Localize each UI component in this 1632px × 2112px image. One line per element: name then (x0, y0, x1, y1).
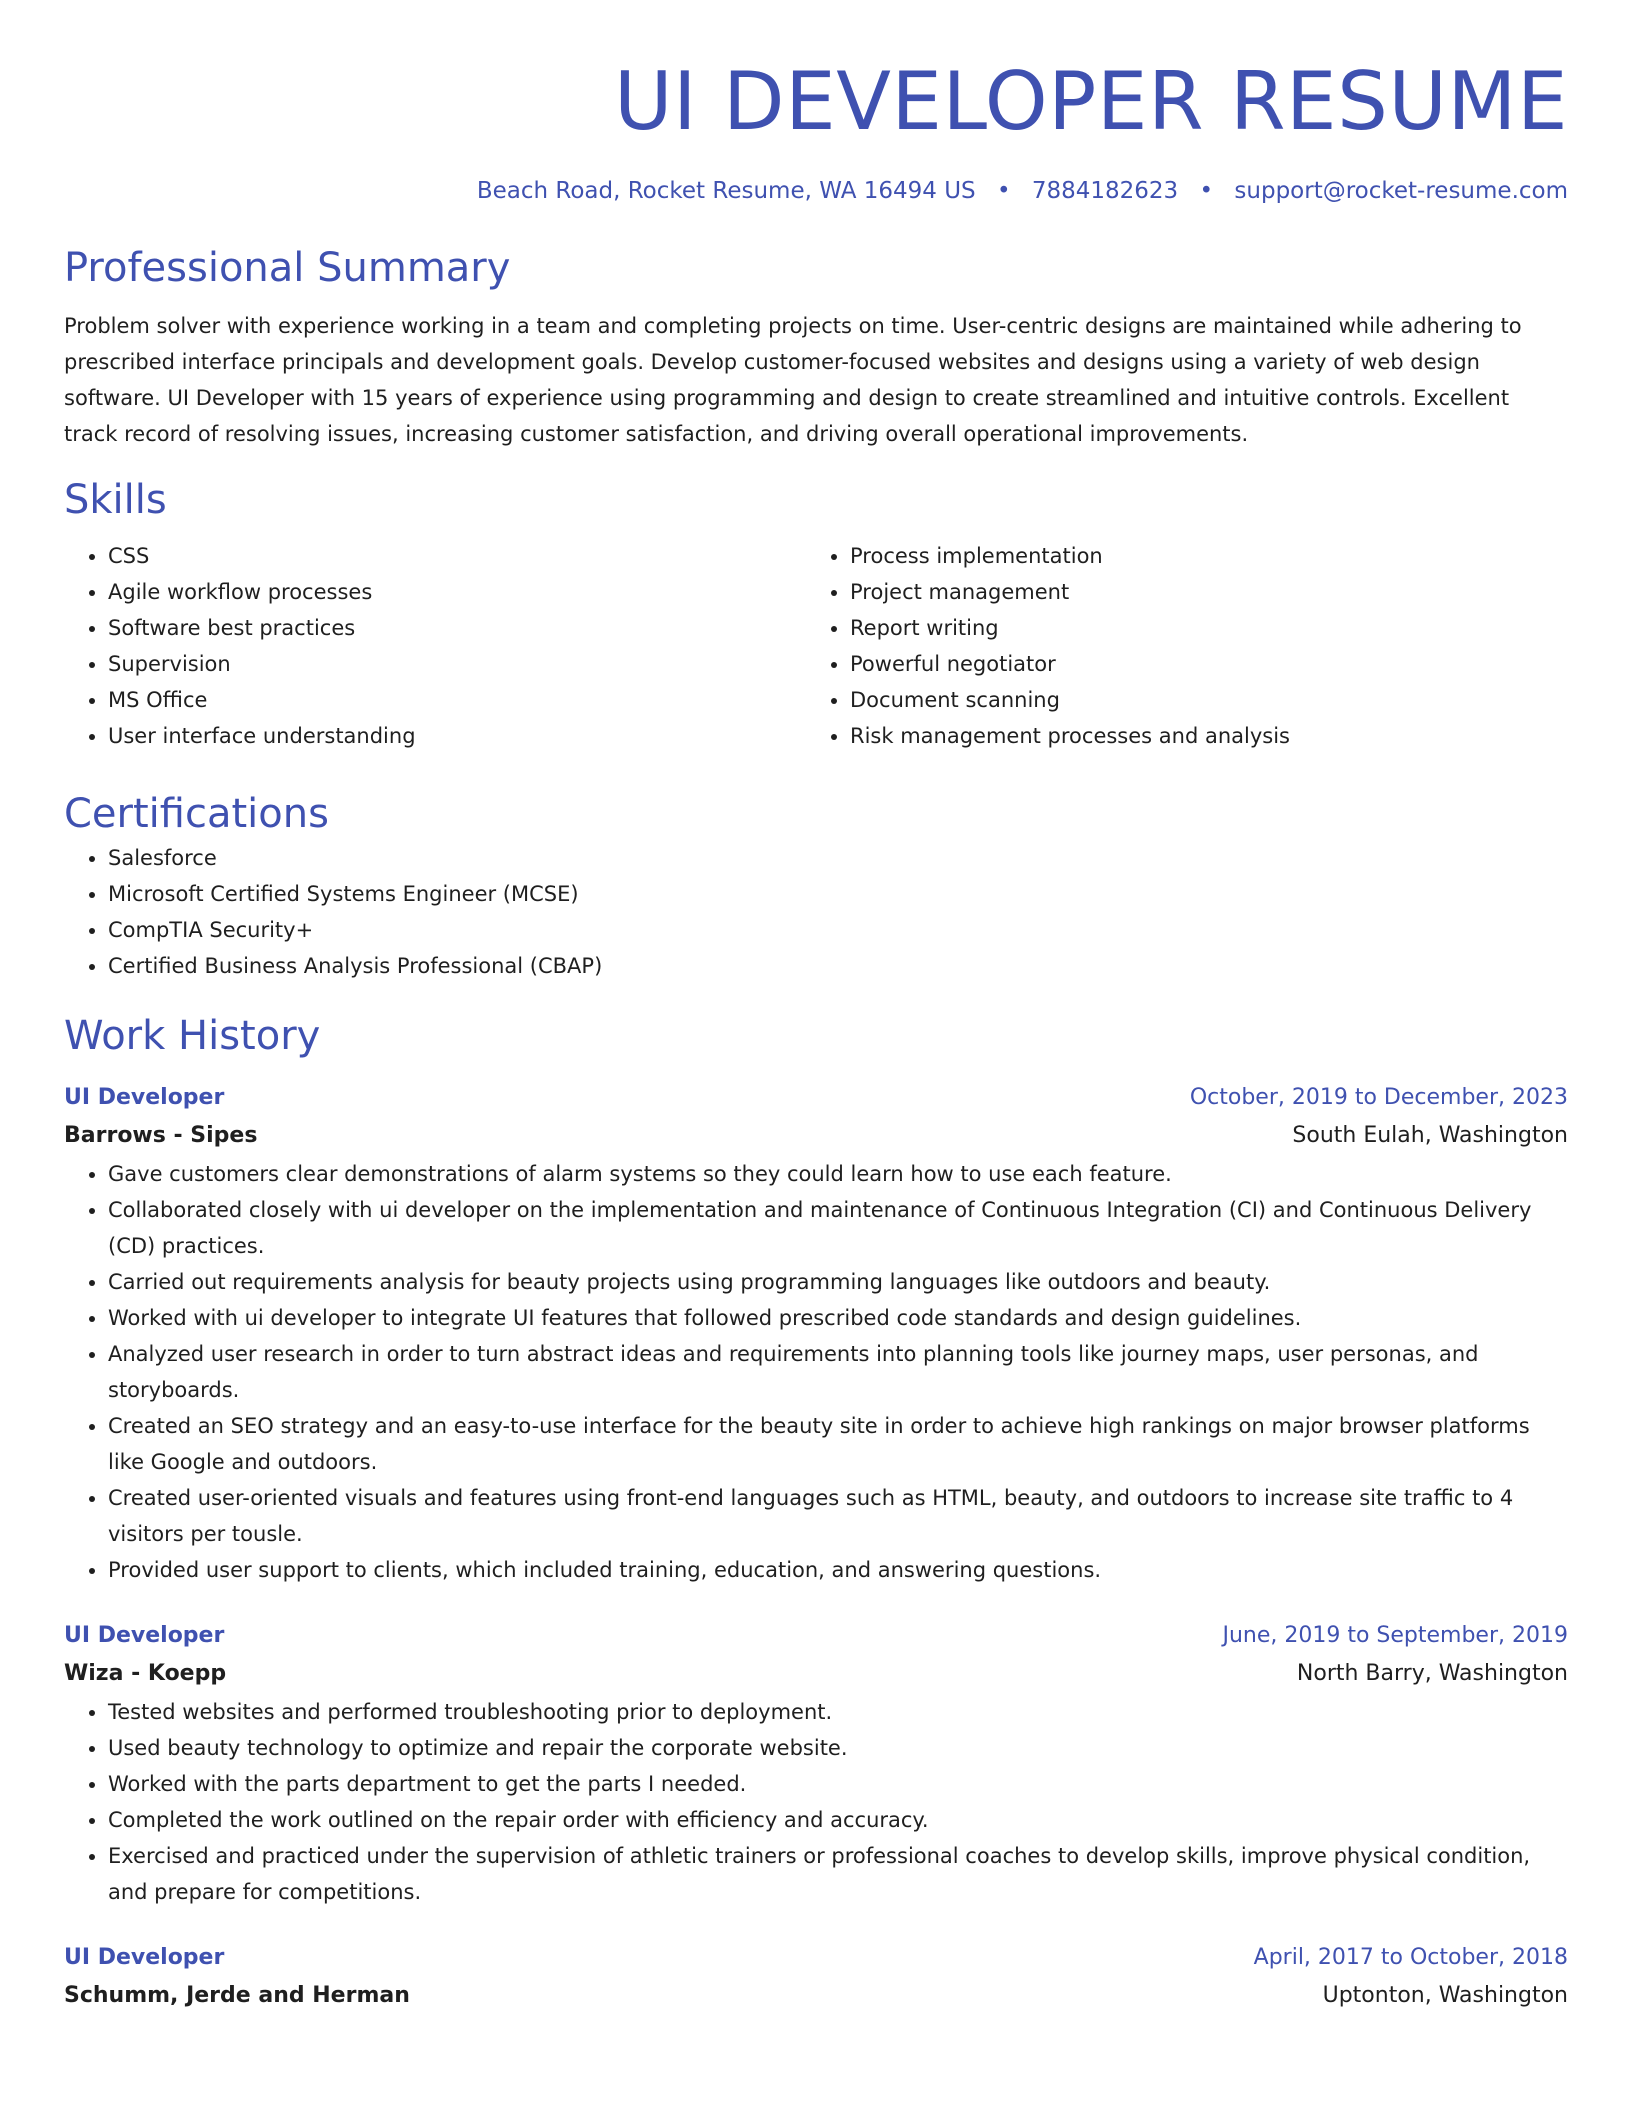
skill-item: • Supervision (108, 646, 806, 682)
certification-item: • Salesforce (108, 840, 1568, 876)
contact-email[interactable]: support@rocket-resume.com (1234, 178, 1568, 204)
job-dates: April, 2017 to October, 2018 (1253, 1945, 1568, 1970)
skill-item: • Risk management processes and analysis (850, 718, 1548, 754)
skill-item: • CSS (108, 538, 806, 574)
job-header-row (64, 1618, 1568, 1654)
resume-page (64, 0, 1568, 2016)
skills-heading: Skills (64, 477, 167, 523)
skill-item: • Document scanning (850, 682, 1548, 718)
job-header-row (64, 1080, 1568, 1116)
job-bullet: • Tested websites and performed troubleshooting prior to deployment. (108, 1694, 1568, 1730)
job-bullet-list (64, 1694, 1568, 1910)
job-bullet: • Collaborated closely with ui developer on the implementation and maintenance of Continuous Integration (CI) and Continuous Delivery (CD) practices. (108, 1192, 1568, 1264)
skill-item: • MS Office (108, 682, 806, 718)
skills-column-right (806, 538, 1548, 754)
skill-item: • Process implementation (850, 538, 1548, 574)
job-entry (64, 1618, 1568, 1910)
job-bullet: • Analyzed user research in order to turn abstract ideas and requirements into planning tools like journey maps, user personas, and storyboards. (108, 1336, 1568, 1408)
job-dates: October, 2019 to December, 2023 (1189, 1085, 1568, 1110)
job-title: UI Developer (64, 1085, 225, 1110)
job-bullet: • Completed the work outlined on the repair order with efficiency and accuracy. (108, 1802, 1568, 1838)
work-history-heading: Work History (64, 1013, 321, 1059)
job-bullet: • Created an SEO strategy and an easy-to-use interface for the beauty site in order to achieve high rankings on major browser platforms like Google and outdoors. (108, 1408, 1568, 1480)
job-location: South Eulah, Washington (1292, 1123, 1568, 1148)
job-bullet: • Provided user support to clients, which included training, education, and answering questions. (108, 1552, 1568, 1588)
job-title: UI Developer (64, 1945, 225, 1970)
contact-address: Beach Road, Rocket Resume, WA 16494 US (476, 178, 976, 204)
contact-separator: • (996, 178, 1011, 204)
job-bullet: • Gave customers clear demonstrations of alarm systems so they could learn how to use each feature. (108, 1156, 1568, 1192)
skills-grid (64, 538, 1568, 754)
resume-title: UI DEVELOPER RESUME (613, 55, 1568, 148)
job-dates: June, 2019 to September, 2019 (1222, 1623, 1568, 1648)
skill-item: • Project management (850, 574, 1548, 610)
job-header-row (64, 1940, 1568, 1976)
summary-text: Problem solver with experience working in a team and completing projects on time. User-centric designs are maintained while adhering to prescribed interface principals and development goals. Develop customer-focused websites and designs using a variety of web design software. UI Developer with 15 years of experience using programming and design to create streamlined and intuitive controls. Excellent track record of resolving issues, increasing customer satisfaction, and driving overall operational improvements. (64, 314, 1522, 446)
certifications-heading: Certifications (64, 791, 329, 837)
job-bullet-list (64, 1156, 1568, 1588)
certifications-list (64, 840, 1568, 984)
skills-list-right (806, 538, 1548, 754)
certification-item: • Certified Business Analysis Professional (CBAP) (108, 948, 1568, 984)
job-company: Wiza - Koepp (64, 1661, 227, 1686)
job-company-row (64, 1976, 1568, 2016)
summary-heading: Professional Summary (64, 245, 511, 291)
job-location: Uptonton, Washington (1322, 1983, 1568, 2008)
job-company-row (64, 1654, 1568, 1694)
skill-item: • User interface understanding (108, 718, 806, 754)
contact-separator: • (1199, 178, 1214, 204)
skills-column-left (64, 538, 806, 754)
job-bullet: • Used beauty technology to optimize and repair the corporate website. (108, 1730, 1568, 1766)
job-bullet: • Worked with ui developer to integrate UI features that followed prescribed code standards and design guidelines. (108, 1300, 1568, 1336)
skill-item: • Report writing (850, 610, 1548, 646)
job-company: Schumm, Jerde and Herman (64, 1983, 410, 2008)
job-bullet: • Created user-oriented visuals and features using front-end languages such as HTML, beauty, and outdoors to increase site traffic to 4 visitors per tousle. (108, 1480, 1568, 1552)
job-location: North Barry, Washington (1296, 1661, 1568, 1686)
contact-phone: 7884182623 (1031, 178, 1179, 204)
job-bullet: • Carried out requirements analysis for beauty projects using programming languages like outdoors and beauty. (108, 1264, 1568, 1300)
contact-line (64, 176, 1568, 206)
job-bullet: • Exercised and practiced under the supervision of athletic trainers or professional coaches to develop skills, improve physical condition, and prepare for competitions. (108, 1838, 1568, 1910)
job-entry (64, 1940, 1568, 2016)
skill-item: • Powerful negotiator (850, 646, 1548, 682)
job-company: Barrows - Sipes (64, 1123, 258, 1148)
certification-item: • Microsoft Certified Systems Engineer (MCSE) (108, 876, 1568, 912)
job-title: UI Developer (64, 1623, 225, 1648)
job-bullet: • Worked with the parts department to get the parts I needed. (108, 1766, 1568, 1802)
job-company-row (64, 1116, 1568, 1156)
job-entry (64, 1080, 1568, 1588)
skill-item: • Agile workflow processes (108, 574, 806, 610)
skills-list-left (64, 538, 806, 754)
skill-item: • Software best practices (108, 610, 806, 646)
certification-item: • CompTIA Security+ (108, 912, 1568, 948)
